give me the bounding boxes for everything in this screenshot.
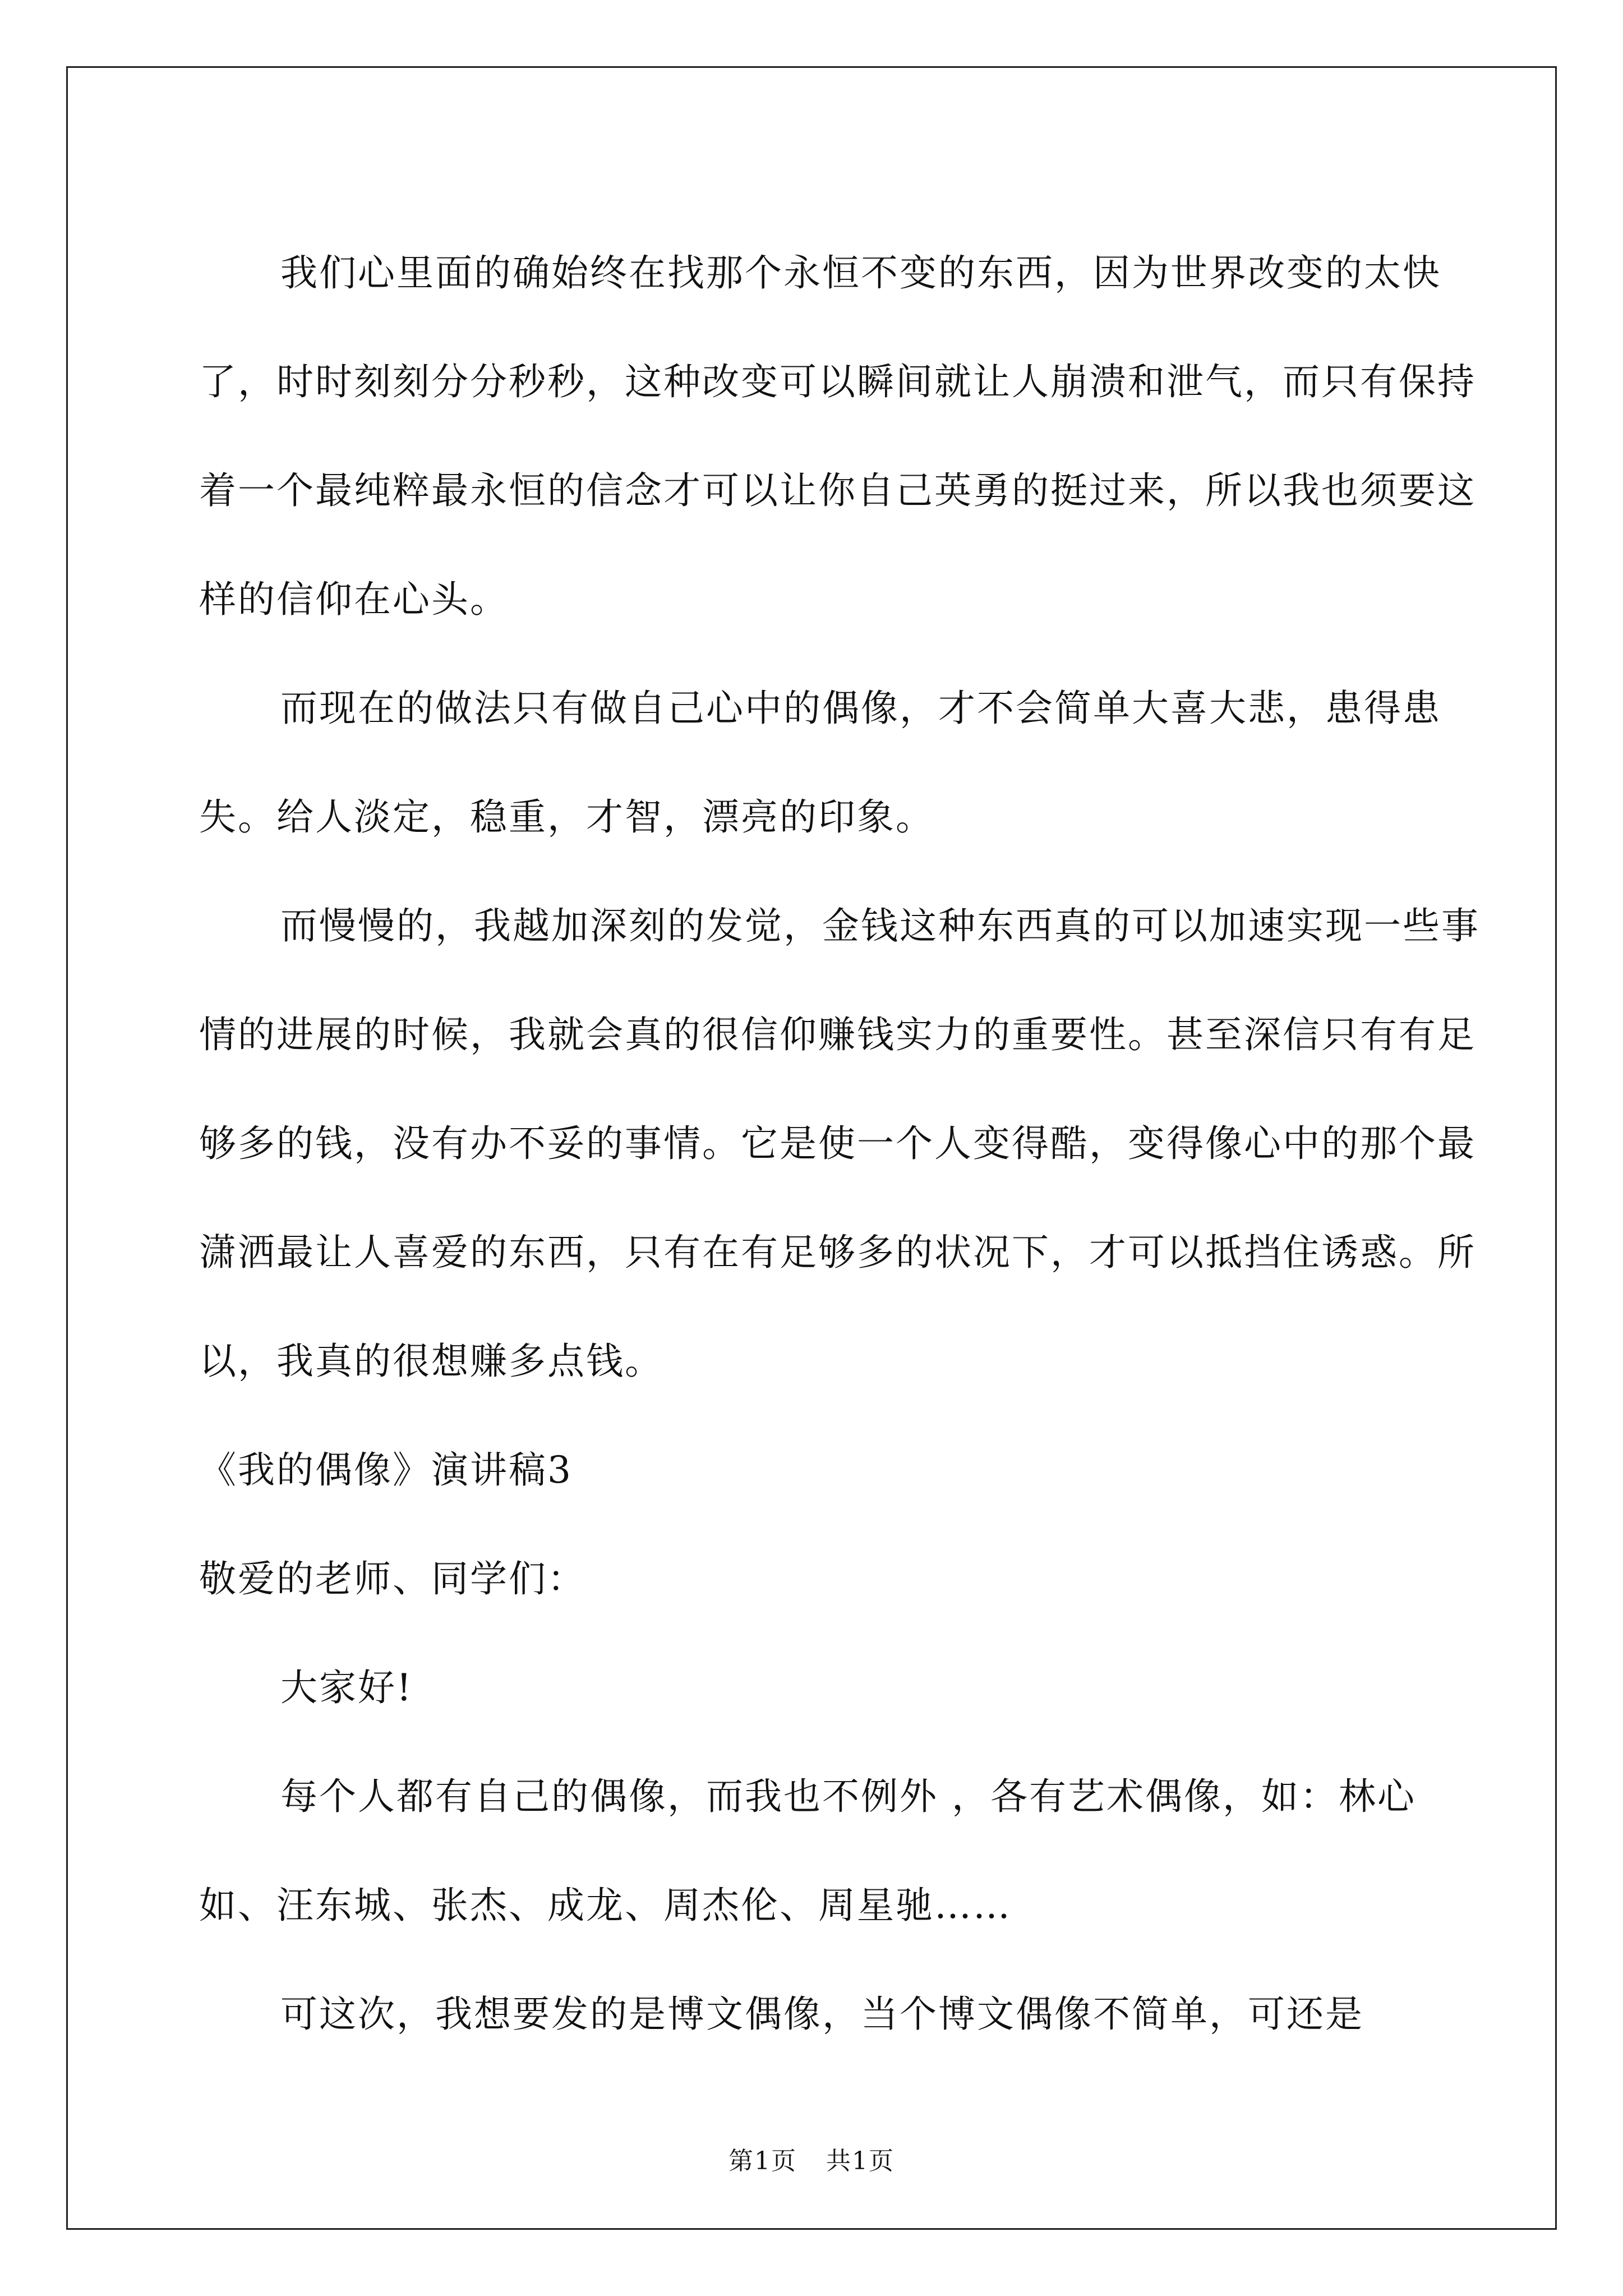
page-number: 第1页 <box>728 2147 797 2175</box>
paragraph: 而慢慢的，我越加深刻的发觉，金钱这种东西真的可以加速实现一些事情的进展的时候，我就会真的很信仰赚钱实力的重要性。甚至深信只有有足够多的钱，没有办不妥的事情。它是使一个人变得酷，变得像心中的那个最潇洒最让人喜爱的东西，只有在有足够多的状况下，才可以抵挡住诱惑。所以，我真的很想赚多点钱。 <box>199 904 1480 1383</box>
paragraph: 每个人都有自己的偶像，而我也不例外 ，各有艺术偶像，如：林心如、汪东城、张杰、成龙、周杰伦、周星驰…… <box>199 1775 1416 1927</box>
paragraph: 我们心里面的确始终在找那个永恒不变的东西，因为世界改变的太快了，时时刻刻分分秒秒，这种改变可以瞬间就让人崩溃和泄气，而只有保持着一个最纯粹最永恒的信念才可以让你自己英勇的挺过来，所以我也须要这样的信仰在心头。 <box>199 251 1476 621</box>
document-body <box>199 219 1481 2069</box>
page-footer <box>0 2141 1623 2177</box>
page-total: 共1页 <box>826 2147 895 2175</box>
paragraph: 可这次，我想要发的是博文偶像，当个博文偶像不简单，可还是 <box>280 1993 1364 2036</box>
section-heading: 《我的偶像》演讲稿3 <box>199 1448 573 1492</box>
greeting: 大家好! <box>280 1666 413 1709</box>
salutation: 敬爱的老师、同学们： <box>199 1557 586 1600</box>
paragraph: 而现在的做法只有做自己心中的偶像，才不会简单大喜大悲，患得患失。给人淡定，稳重，才智，漂亮的印象。 <box>199 687 1441 839</box>
